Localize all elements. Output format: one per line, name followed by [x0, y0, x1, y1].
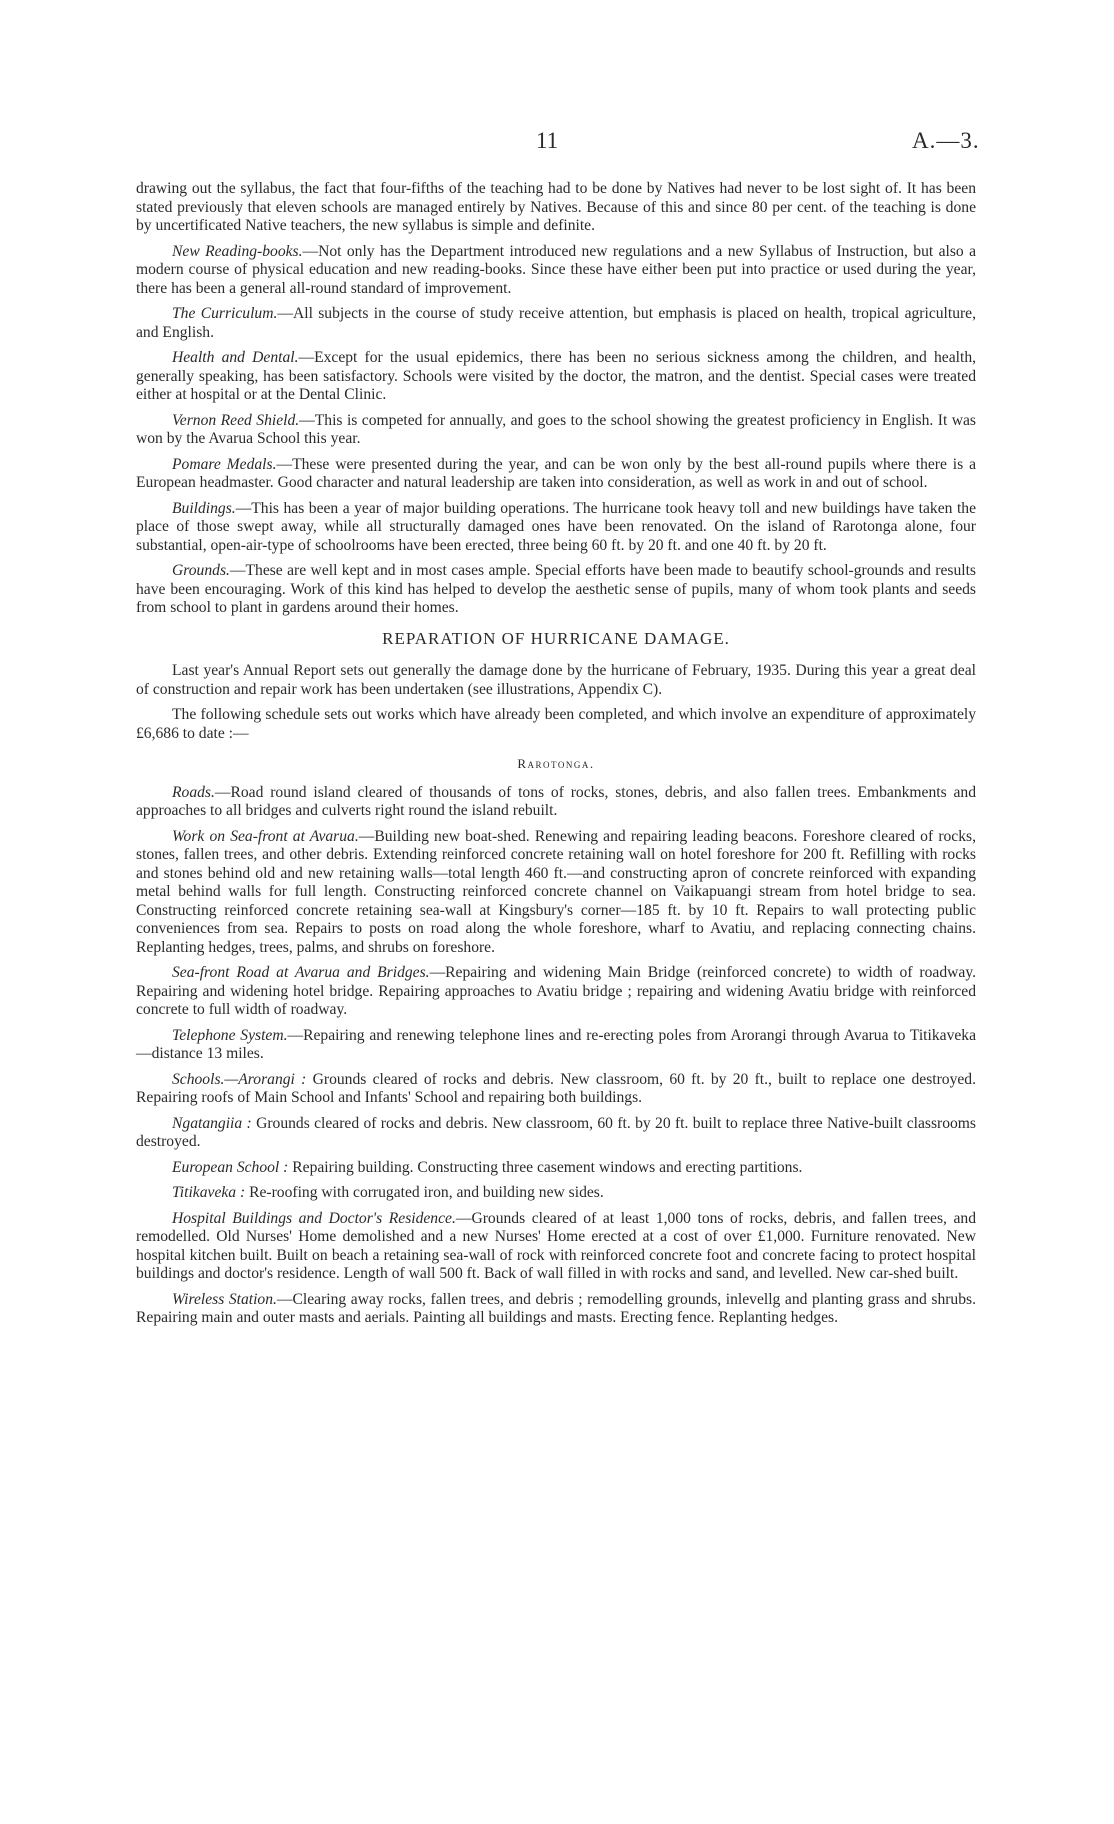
section-title: REPARATION OF HURRICANE DAMAGE. — [382, 628, 730, 648]
paragraph-heading: Hospital Buildings and Doctor's Residence. — [172, 1209, 456, 1227]
paragraph-sea-front-road — [136, 964, 976, 1020]
paragraph-heading: Health and Dental. — [172, 349, 299, 366]
paragraph-text: —This is competed for annually, and goes to the school showing the greatest proficiency in English. It was won by the Avarua School this year. — [136, 411, 976, 447]
paragraph-text: —Repairing and renewing telephone lines and re-erecting poles from Arorangi through Avarua to Titikaveka—distance 13 miles. — [136, 1026, 977, 1062]
paragraph-text: —This has been a year of major building operations. The hurricane took heavy toll and new buildings have taken the place of those swept away, while all structurally damaged ones have been renovated. On the island of Rarotonga alone, four substantial, open-air-type of schoolrooms have been erected, three being 60 ft. by 20 ft. and one 40 ft. by 20 ft. — [136, 499, 976, 554]
paragraph-curriculum — [136, 305, 976, 342]
paragraph-text: —All subjects in the course of study receive attention, but emphasis is placed on health, tropical agriculture, and English. — [136, 305, 977, 341]
paragraph-continuation — [136, 180, 976, 236]
paragraph-european-school — [136, 1159, 976, 1178]
paragraph-schools-arorangi — [136, 1071, 976, 1108]
paragraph-text: Repairing building. Constructing three casement windows and erecting partitions. — [288, 1158, 803, 1176]
paragraph-heading: Vernon Reed Shield. — [172, 411, 300, 429]
paragraph-pomare-medals — [136, 456, 976, 493]
paragraph-text: —Building new boat-shed. Renewing and repairing leading beacons. Foreshore cleared of rocks, stones, fallen trees, and other debris. Extending reinforced concrete retaining wall on hotel foreshore for 200 ft. Refilling with rocks and stones behind old and new retaining walls—total length 460 ft.—and constructing apron of concrete reinforced with expanding metal behind walls for full length. Constructing reinforced concrete channel on Vaikapuangi stream from hotel bridge to sea. Constructing reinforced concrete retaining sea-wall at Kingsbury's corner—185 ft. by 10 ft. Repairs to wall protecting public conveniences from sea. Repairs to posts on road along the whole foreshore, wharf to Avatiu, and replacing connecting chains. Replanting hedges, trees, palms, and shrubs on foreshore. — [136, 827, 976, 956]
paragraph-heading: Titikaveka : — [172, 1184, 246, 1201]
page-header — [0, 128, 1114, 164]
paragraph-vernon-reed-shield — [136, 412, 976, 449]
paragraph-heading: Schools.—Arorangi : — [172, 1070, 307, 1088]
paragraph-text: —Repairing and widening Main Bridge (reinforced concrete) to width of roadway. Repairing and widening hotel bridge. Repairing approaches to Avatiu bridge ; repairing and widening Avatiu bridge with reinforced concrete to full width of roadway. — [136, 964, 976, 1018]
paragraph-roads — [136, 784, 976, 821]
paragraph-text: —Clearing away rocks, fallen trees, and debris ; remodelling grounds, inlevellg and planting grass and shrubs. Repairing main and outer masts and aerials. Painting all buildings and masts. Erecting fence. Replanting hedges. — [136, 1290, 976, 1326]
paragraph-health-dental — [136, 349, 976, 405]
paragraph-heading: The Curriculum. — [172, 305, 278, 322]
paragraph-buildings — [136, 500, 976, 556]
paragraph-heading: Roads. — [172, 783, 215, 801]
paragraph-text: —Not only has the Department introduced new regulations and a new Syllabus of Instruction, but also a modern course of physical education and new reading-books. Since these have either been put into practice or used during the year, there has been a general all-round standard of improvement. — [136, 242, 976, 297]
paragraph-text: Re-roofing with corrugated iron, and building new sides. — [245, 1184, 604, 1201]
paragraph-text: Last year's Annual Report sets out generally the damage done by the hurricane of February, 1935. During this year a great deal of construction and repair work has been undertaken (see illustrations, Appendix C). — [136, 662, 976, 698]
paragraph-heading: Wireless Station. — [172, 1290, 277, 1308]
paragraph-text: The following schedule sets out works which have already been completed, and which involve an expenditure of approximately £6,686 to date :— — [136, 706, 976, 742]
paragraph-telephone-system — [136, 1027, 976, 1064]
paragraph-heading: Telephone System. — [172, 1026, 288, 1044]
paragraph-schedule — [136, 706, 976, 743]
paragraph-new-reading-books — [136, 243, 976, 299]
paragraph-titikaveka — [136, 1184, 976, 1203]
paragraph-text: —These were presented during the year, and can be won only by the best all-round pupils where there is a European headmaster. Good character and natural leadership are taken into consideration, as well as work in and out of school. — [136, 455, 977, 491]
paragraph-wireless-station — [136, 1291, 976, 1328]
paragraph-hospital-buildings — [136, 1210, 976, 1284]
subsection-title: Rarotonga. — [517, 756, 595, 771]
page-number: 11 — [536, 128, 559, 153]
paragraph-heading: Sea-front Road at Avarua and Bridges. — [172, 964, 430, 981]
paragraph-heading: Work on Sea-front at Avarua. — [172, 827, 359, 845]
paragraph-heading: New Reading-books. — [172, 242, 303, 260]
paragraph-grounds — [136, 562, 976, 618]
document-reference: A.—3. — [912, 128, 980, 153]
paragraph-text: —These are well kept and in most cases ample. Special efforts have been made to beautify school-grounds and results have been encouraging. Work of this kind has helped to develop the aesthetic sense of pupils, many of whom took plants and seeds from school to plant in gardens around their homes. — [136, 562, 976, 616]
paragraph-text: Grounds cleared of rocks and debris. New classroom, 60 ft. by 20 ft., built to replace one destroyed. Repairing roofs of Main School and Infants' School and repairing both buildings. — [136, 1070, 976, 1106]
paragraph-sea-front-work — [136, 828, 976, 958]
paragraph-annual-report — [136, 662, 976, 699]
paragraph-heading: European School : — [172, 1158, 289, 1176]
paragraph-heading: Buildings. — [172, 499, 236, 517]
paragraph-ngatangiia — [136, 1115, 976, 1152]
paragraph-text: —Road round island cleared of thousands of tons of rocks, stones, debris, and also fallen trees. Embankments and approaches to all bridges and culverts right round the island rebuilt. — [136, 783, 976, 819]
paragraph-text: drawing out the syllabus, the fact that four-fifths of the teaching had to be done by Natives had never to be lost sight of. It has been stated previously that eleven schools are managed entirely by Natives. Because of this and since 80 per cent. of the teaching is done by uncertificated Native teachers, the new syllabus is simple and definite. — [136, 180, 976, 234]
paragraph-text: —Grounds cleared of at least 1,000 tons of rocks, debris, and fallen trees, and remodelled. Old Nurses' Home demolished and a new Nurses' Home erected at a cost of over £1,000. Furniture renovated. New hospital kitchen built. Built on beach a retaining sea-wall of rock with reinforced concrete foot and concrete facing to protect hospital buildings and doctor's residence. Length of wall 500 ft. Back of wall filled in with rocks and sand, and levelled. New car-shed built. — [136, 1209, 976, 1282]
paragraph-heading: Grounds. — [172, 562, 230, 579]
paragraph-text: —Except for the usual epidemics, there has been no serious sickness among the children, and health, generally speaking, has been satisfactory. Schools were visited by the doctor, the matron, and the dentist. Special cases were treated either at hospital or at the Dental Clinic. — [136, 349, 977, 403]
paragraph-heading: Pomare Medals. — [172, 455, 277, 473]
paragraph-text: Grounds cleared of rocks and debris. New classroom, 60 ft. by 20 ft. built to replace three Native-built classrooms destroyed. — [136, 1114, 976, 1150]
paragraph-heading: Ngatangiia : — [172, 1114, 252, 1132]
document-body — [136, 180, 976, 1335]
